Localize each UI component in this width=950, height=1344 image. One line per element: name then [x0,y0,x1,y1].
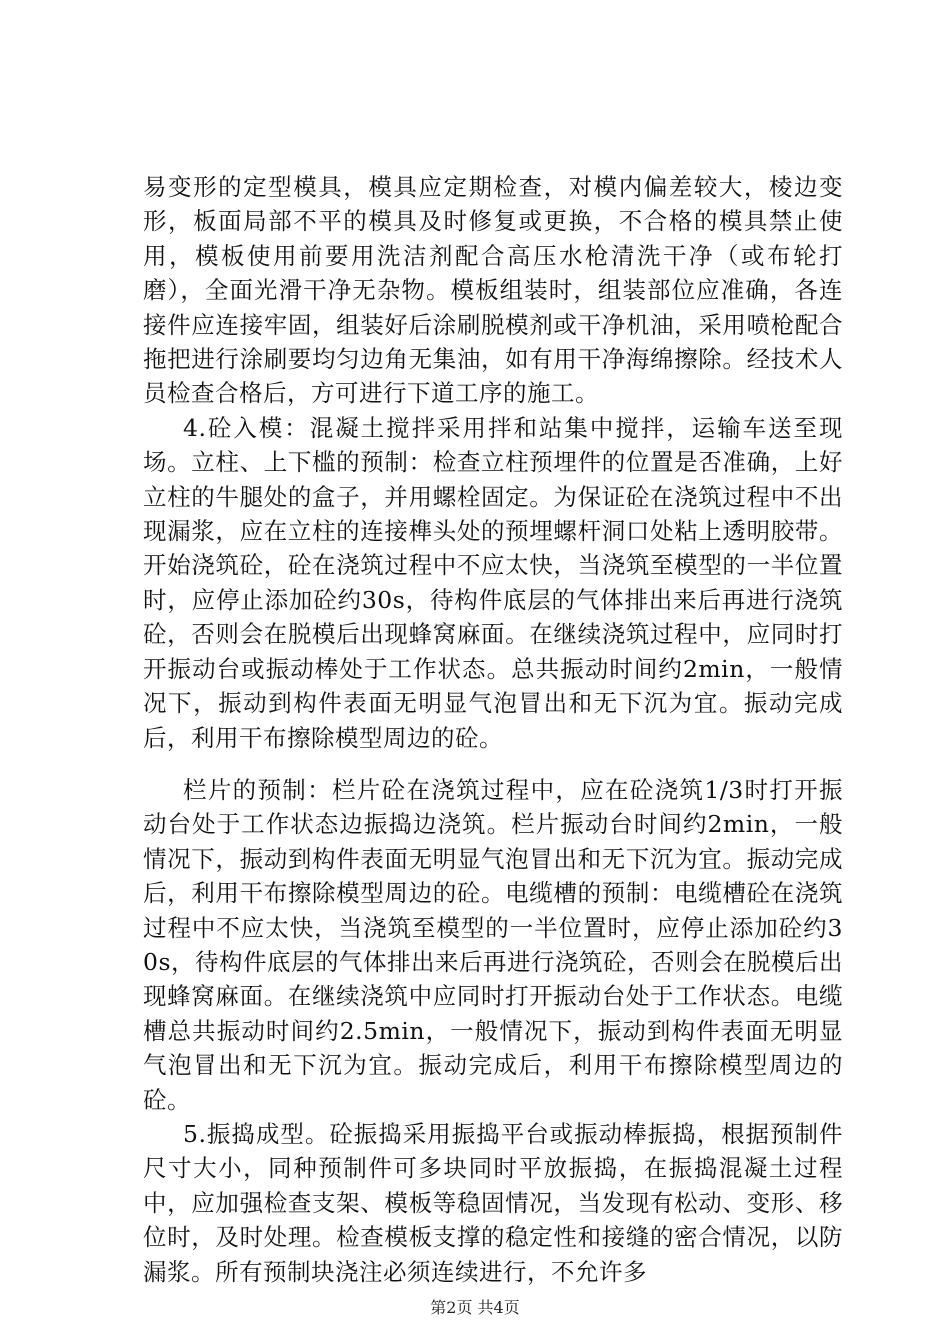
page-number-footer: 第2页 共4页 [430,1298,520,1317]
paragraph-concrete-pouring: 4.砼入模：混凝土搅拌采用拌和站集中搅拌，运输车送至现场。立柱、上下槛的预制：检查立柱预埋件的位置是否准确，上好立柱的牛腿处的盒子，并用螺栓固定。为保证砼在浇筑过程中不出现漏浆，应在立柱的连接榫头处的预埋螺杆洞口处粘上透明胶带。开始浇筑砼，砼在浇筑过程中不应太快，当浇筑至模型的一半位置时，应停止添加砼约30s，待构件底层的气体排出来后再进行浇筑砼，否则会在脱模后出现蜂窝麻面。在继续浇筑过程中，应同时打开振动台或振动棒处于工作状态。总共振动时间约2min，一般情况下，振动到构件表面无明显气泡冒出和无下沉为宜。振动完成后，利用干布擦除模型周边的砼。 [143,413,843,752]
paragraph-panel-precast: 栏片的预制：栏片砼在浇筑过程中，应在砼浇筑1/3时打开振动台处于工作状态边振捣边浇筑。栏片振动台时间约2min，一般情况下，振动到构件表面无明显气泡冒出和无下沉为宜。振动完成后，利用干布擦除模型周边的砼。电缆槽的预制：电缆槽砼在浇筑过程中不应太快，当浇筑至模型的一半位置时，应停止添加砼约30s，待构件底层的气体排出来后再进行浇筑砼，否则会在脱模后出现蜂窝麻面。在继续浇筑中应同时打开振动台处于工作状态。电缆槽总共振动时间约2.5min，一般情况下，振动到构件表面无明显气泡冒出和无下沉为宜。振动完成后，利用干布擦除模型周边的砼。 [143,775,844,1114]
document-body [143,170,843,1289]
paragraph-vibration-forming: 5.振捣成型。砼振捣采用振捣平台或振动棒振捣，根据预制件尺寸大小，同种预制件可多块同时平放振捣，在振捣混凝土过程中，应加强检查支架、模板等稳固情况，当发现有松动、变形、移位时，及时处理。检查模板支撑的稳定性和接缝的密合情况，以防漏浆。所有预制块浇注必须连续进行，不允许多 [143,1119,843,1286]
paragraph-mold-inspection: 易变形的定型模具，模具应定期检查，对模内偏差较大，棱边变形，板面局部不平的模具及时修复或更换，不合格的模具禁止使用，模板使用前要用洗洁剂配合高压水枪清洗干净（或布轮打磨），全面光滑干净无杂物。模板组装时，组装部位应准确，各连接件应连接牢固，组装好后涂刷脱模剂或干净机油，采用喷枪配合拖把进行涂刷要均匀边角无集油，如有用干净海绵擦除。经技术人员检查合格后，方可进行下道工序的施工。 [143,173,843,408]
